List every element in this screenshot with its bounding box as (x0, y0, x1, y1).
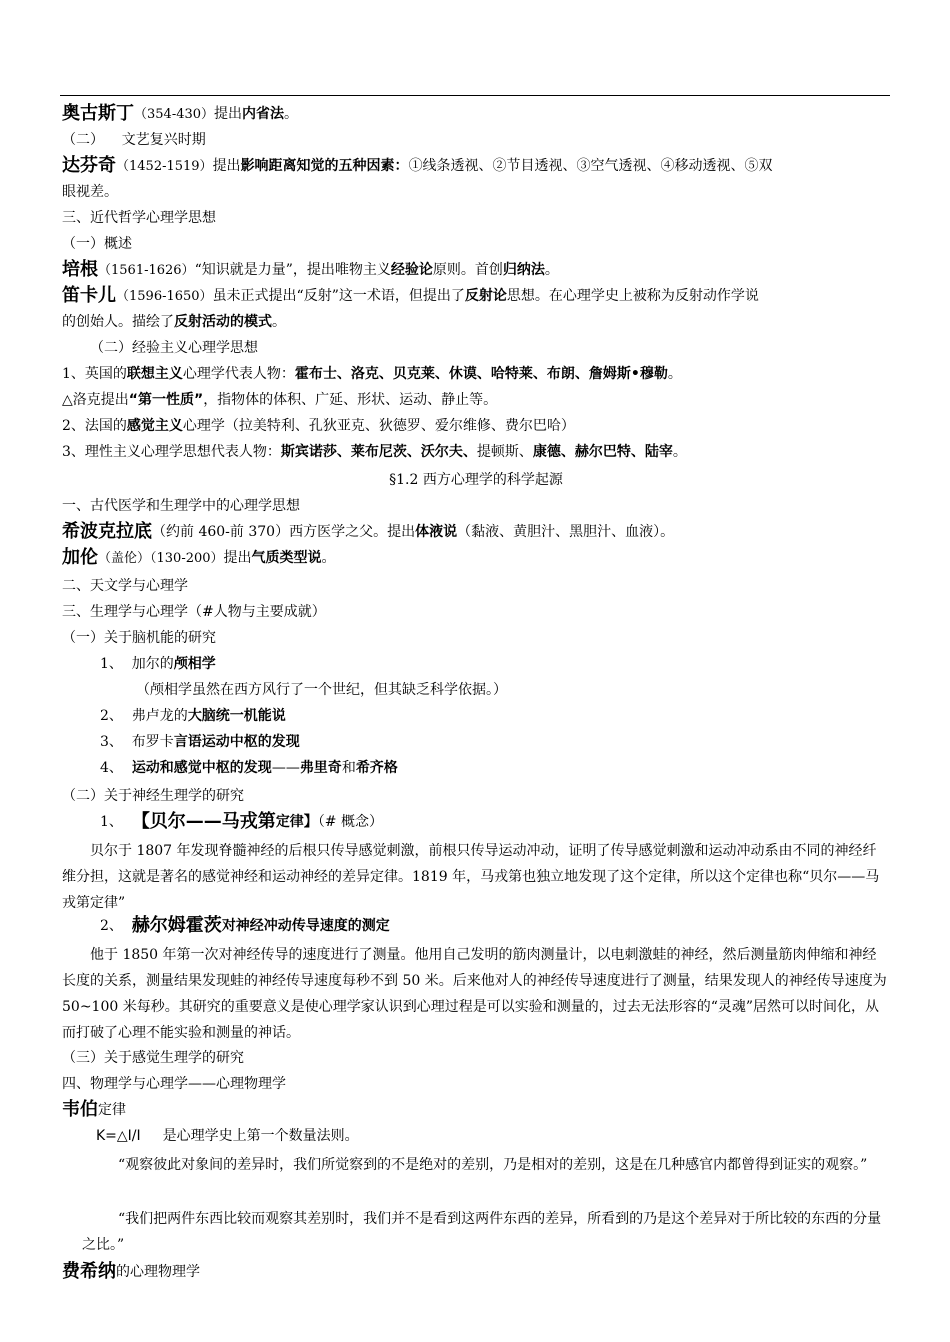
paragraph-helmholtz: 他于 1850 年第一次对神经传导的速度进行了测量。他用自己发明的筋肉测量计，以电刺激蛙的神经，然后测量筋肉伸缩和神经长度的关系，测量结果发现蛙的神经传导速度每秒不到 50 米。后来他对人的神经传导速度进行了测量，结果发现人的神经传导速度为 50~100 米每秒。其研究的重要意义是使心理学家认识到心理过程是可以实验和测量的，过去无法形容的“灵魂”居然可以时间化，从而打破了心理不能实验和测量的神话。 (62, 947, 887, 1041)
quote-weber-1: “观察彼此对象间的差异时，我们所觉察到的不是绝对的差别，乃是相对的差别，这是在几种感官内都曾得到证实的观察。” (118, 1157, 868, 1173)
header-rule (60, 95, 890, 96)
item-flourens: 2、 弗卢龙的大脑统一机能说 (100, 708, 286, 724)
line-hippocrates: 希波克拉底（约前 460-前 370）西方医学之父。提出体液说（黏液、黄胆汁、黑胆汁、血液）。 (62, 521, 675, 542)
item-broca: 3、 布罗卡言语运动中枢的发现 (100, 734, 300, 750)
note-phrenology: （颅相学虽然在西方风行了一个世纪，但其缺乏科学依据。） (136, 682, 507, 698)
heading-astronomy: 二、天文学与心理学 (62, 578, 188, 594)
heading-brain-function: （一）关于脑机能的研究 (62, 630, 216, 646)
paragraph-bell: 贝尔于 1807 年发现脊髓神经的后根只传导感觉刺激，前根只传导运动冲动，证明了传导感觉刺激和运动冲动系由不同的神经纤维分担，这就是著名的感觉神经和运动神经的差异定律。1819 年，马戎第也独立地发现了这个定律，所以这个定律也称“贝尔——马戎第定律” (62, 843, 880, 911)
line-sensationalism: 2、法国的感觉主义心理学（拉美特利、孔狄亚克、狄德罗、爱尔维修、费尔巴哈） (62, 418, 575, 434)
heading-empiricism: （二）经验主义心理学思想 (90, 340, 258, 356)
heading-sensory-physiology: （三）关于感觉生理学的研究 (62, 1050, 244, 1066)
line-davinci-cont: 眼视差。 (62, 184, 118, 200)
item-bell-magendie: 1、 【贝尔——马戎第定律】（# 概念） (100, 811, 383, 832)
line-descartes-cont: 的创始人。描绘了反射活动的模式。 (62, 314, 286, 330)
heading-neurophysiology: （二）关于神经生理学的研究 (62, 788, 244, 804)
heading-psychophysics: 四、物理学与心理学——心理物理学 (62, 1076, 286, 1092)
heading-physiology: 三、生理学与心理学（#人物与主要成就） (62, 604, 326, 620)
item-helmholtz: 2、 赫尔姆霍茨对神经冲动传导速度的测定 (100, 915, 390, 936)
line-galen: 加伦（盖伦）（130-200）提出气质类型说。 (62, 547, 336, 568)
line-augustine: 奥古斯丁（354-430）提出内省法。 (62, 103, 299, 124)
heading-ancient-medicine: 一、古代医学和生理学中的心理学思想 (62, 498, 300, 514)
item-motor-sensory: 4、 运动和感觉中枢的发现——弗里奇和希齐格 (100, 760, 398, 776)
quote-weber-2: “我们把两件东西比较而观察其差别时，我们并不是看到这两件东西的差异，所看到的乃是这个差异对于所比较的东西的分量之比。” (82, 1211, 882, 1253)
line-rationalism: 3、理性主义心理学思想代表人物：斯宾诺莎、莱布尼茨、沃尔夫、提顿斯、康德、赫尔巴特、陆宰。 (62, 444, 687, 460)
line-weber-formula: K=△I/I 是心理学史上第一个数量法则。 (96, 1128, 359, 1144)
item-gall: 1、 加尔的颅相学 (100, 656, 216, 672)
line-fechner: 费希纳的心理物理学 (62, 1261, 200, 1282)
line-bacon: 培根（1561-1626）“知识就是力量”，提出唯物主义经验论原则。首创归纳法。 (62, 259, 559, 280)
line-descartes: 笛卡儿（1596-1650）虽未正式提出“反射”这一术语，但提出了反射论思想。在心理学史上被称为反射动作学说 (62, 285, 759, 306)
line-davinci: 达芬奇（1452-1519）提出影响距离知觉的五种因素：①线条透视、②节目透视、③空气透视、④移动透视、⑤双 (62, 155, 773, 176)
line-association: 1、英国的联想主义心理学代表人物：霍布士、洛克、贝克莱、休谟、哈特莱、布朗、詹姆斯•穆勒。 (62, 366, 682, 382)
line-locke: △洛克提出“第一性质”，指物体的体积、广延、形状、运动、静止等。 (62, 392, 498, 408)
section-renaissance: （二） 文艺复兴时期 (62, 132, 206, 148)
heading-modern-philosophy: 三、近代哲学心理学思想 (62, 210, 216, 226)
heading-overview: （一）概述 (62, 236, 132, 252)
section-title-1-2: §1.2 西方心理学的科学起源 (389, 472, 563, 488)
line-weber: 韦伯定律 (62, 1099, 126, 1120)
